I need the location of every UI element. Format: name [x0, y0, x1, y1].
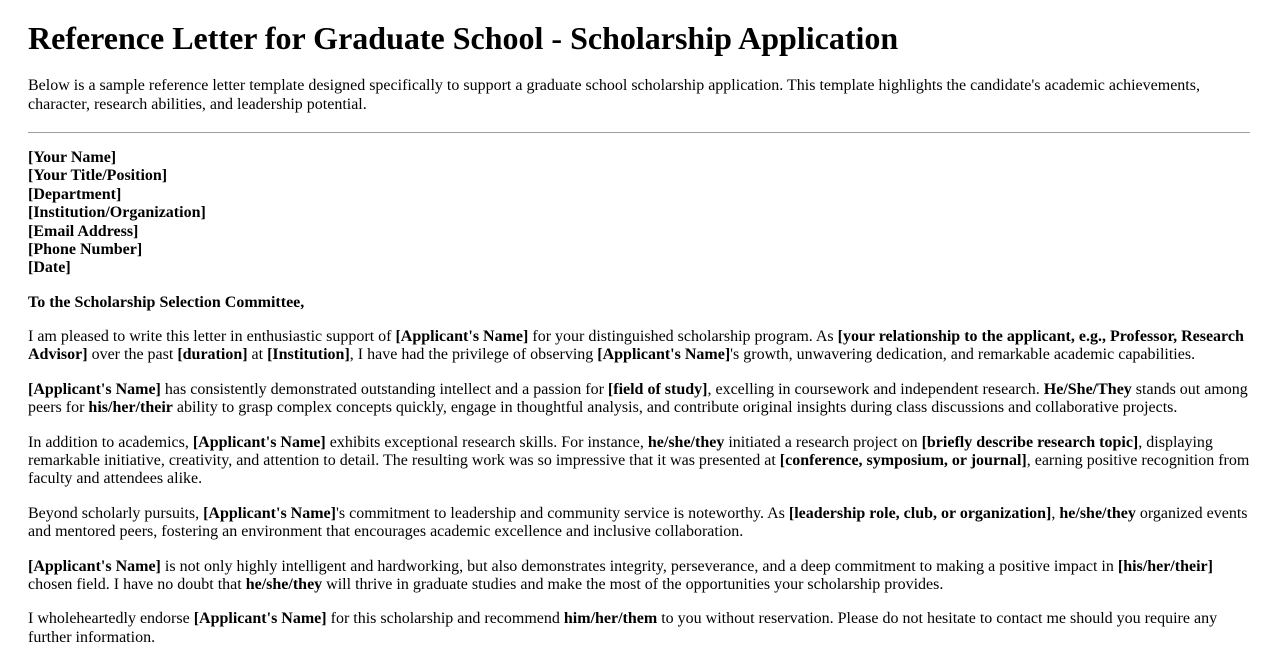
- placeholder-bold: [Applicant's Name]: [597, 346, 731, 364]
- sender-line: [Your Name]: [28, 148, 117, 166]
- sender-line: [Date]: [28, 259, 71, 277]
- text-segment: , excelling in coursework and independent research.: [707, 380, 1044, 398]
- text-segment: I wholeheartedly endorse: [28, 610, 194, 628]
- text-segment: ,: [1051, 504, 1060, 522]
- sender-line: [Email Address]: [28, 222, 139, 240]
- text-segment: , displaying remarkable initiative, creativity, and attention to detail. The resulting work was so impressive that it was presented at: [28, 433, 1213, 470]
- letter-body: [28, 328, 1250, 647]
- placeholder-bold: [field of study]: [607, 380, 708, 398]
- letter-paragraph: [28, 558, 1250, 595]
- intro-paragraph: Below is a sample reference letter template designed specifically to support a graduate school scholarship application. This template highlights the candidate's academic achievements, character, research abilities, and leadership potential.: [28, 77, 1200, 113]
- placeholder-bold: [Applicant's Name]: [203, 504, 336, 522]
- placeholder-bold: [leadership role, club, or organization]: [788, 504, 1052, 522]
- placeholder-bold: him/her/them: [563, 610, 658, 628]
- sender-line: [Phone Number]: [28, 240, 143, 258]
- sender-line: [Institution/Organization]: [28, 204, 206, 222]
- placeholder-bold: [Applicant's Name]: [193, 610, 327, 628]
- salutation: To the Scholarship Selection Committee,: [28, 293, 305, 311]
- letter-paragraph: [28, 381, 1250, 418]
- letter-paragraph: [28, 328, 1250, 365]
- placeholder-bold: he/she/they: [647, 433, 725, 451]
- sender-line: [Your Title/Position]: [28, 167, 168, 185]
- text-segment: I am pleased to write this letter in enthusiastic support of: [28, 328, 396, 346]
- text-segment: to you without reservation. Please do not hesitate to contact me should you require any further information.: [28, 610, 1218, 646]
- text-segment: for this scholarship and recommend: [326, 610, 564, 628]
- placeholder-bold: he/she/they: [1059, 504, 1136, 522]
- text-segment: In addition to academics,: [28, 433, 193, 451]
- placeholder-bold: his/her/their: [88, 399, 173, 417]
- text-segment: for your distinguished scholarship program. As: [528, 328, 838, 346]
- text-segment: chosen field. I have no doubt that: [28, 576, 246, 593]
- text-segment: initiated a research project on: [724, 433, 922, 451]
- text-segment: stands out among peers for: [28, 380, 1248, 417]
- placeholder-bold: [Applicant's Name]: [395, 328, 529, 346]
- text-segment: is not only highly intelligent and hardworking, but also demonstrates integrity, perseverance, and a deep commitment to making a positive impact in: [160, 557, 1118, 575]
- placeholder-bold: he/she/they: [245, 576, 323, 593]
- letter-paragraph: [28, 434, 1250, 489]
- sender-line: [Department]: [28, 185, 122, 203]
- text-segment: over the past: [87, 346, 178, 364]
- placeholder-bold: [duration]: [177, 346, 248, 364]
- text-segment: exhibits exceptional research skills. For instance,: [325, 433, 648, 451]
- text-segment: , I have had the privilege of observing: [349, 346, 598, 364]
- text-segment: at: [247, 346, 268, 364]
- text-segment: 's growth, unwavering dedication, and remarkable academic capabilities.: [730, 346, 1196, 364]
- placeholder-bold: [Institution]: [267, 346, 350, 364]
- text-segment: will thrive in graduate studies and make the most of the opportunities your scholarship provides.: [322, 576, 944, 593]
- text-segment: 's commitment to leadership and community service is noteworthy. As: [335, 504, 789, 522]
- sender-block: [28, 149, 1250, 278]
- placeholder-bold: [Applicant's Name]: [192, 433, 326, 451]
- placeholder-bold: [Applicant's Name]: [28, 380, 161, 398]
- text-segment: organized events and mentored peers, fostering an environment that encourages academic excellence and inclusive collaboration.: [28, 504, 1248, 541]
- placeholder-bold: [Applicant's Name]: [28, 557, 161, 575]
- text-segment: , earning positive recognition from faculty and attendees alike.: [28, 452, 1250, 488]
- placeholder-bold: [his/her/their]: [1117, 557, 1213, 575]
- placeholder-bold: [briefly describe research topic]: [921, 433, 1139, 451]
- text-segment: has consistently demonstrated outstanding intellect and a passion for: [160, 380, 608, 398]
- divider: [28, 132, 1250, 133]
- placeholder-bold: He/She/They: [1043, 380, 1132, 398]
- placeholder-bold: [conference, symposium, or journal]: [779, 452, 1027, 470]
- text-segment: Beyond scholarly pursuits,: [28, 504, 204, 522]
- letter-paragraph: [28, 505, 1250, 542]
- placeholder-bold: [your relationship to the applicant, e.g., Professor, Research Advisor]: [28, 328, 1244, 364]
- text-segment: ability to grasp complex concepts quickly, engage in thoughtful analysis, and contribute original insights during class discussions and collaborative projects.: [172, 399, 1178, 417]
- page-title: Reference Letter for Graduate School - Scholarship Application: [28, 20, 899, 56]
- letter-paragraph: [28, 610, 1250, 647]
